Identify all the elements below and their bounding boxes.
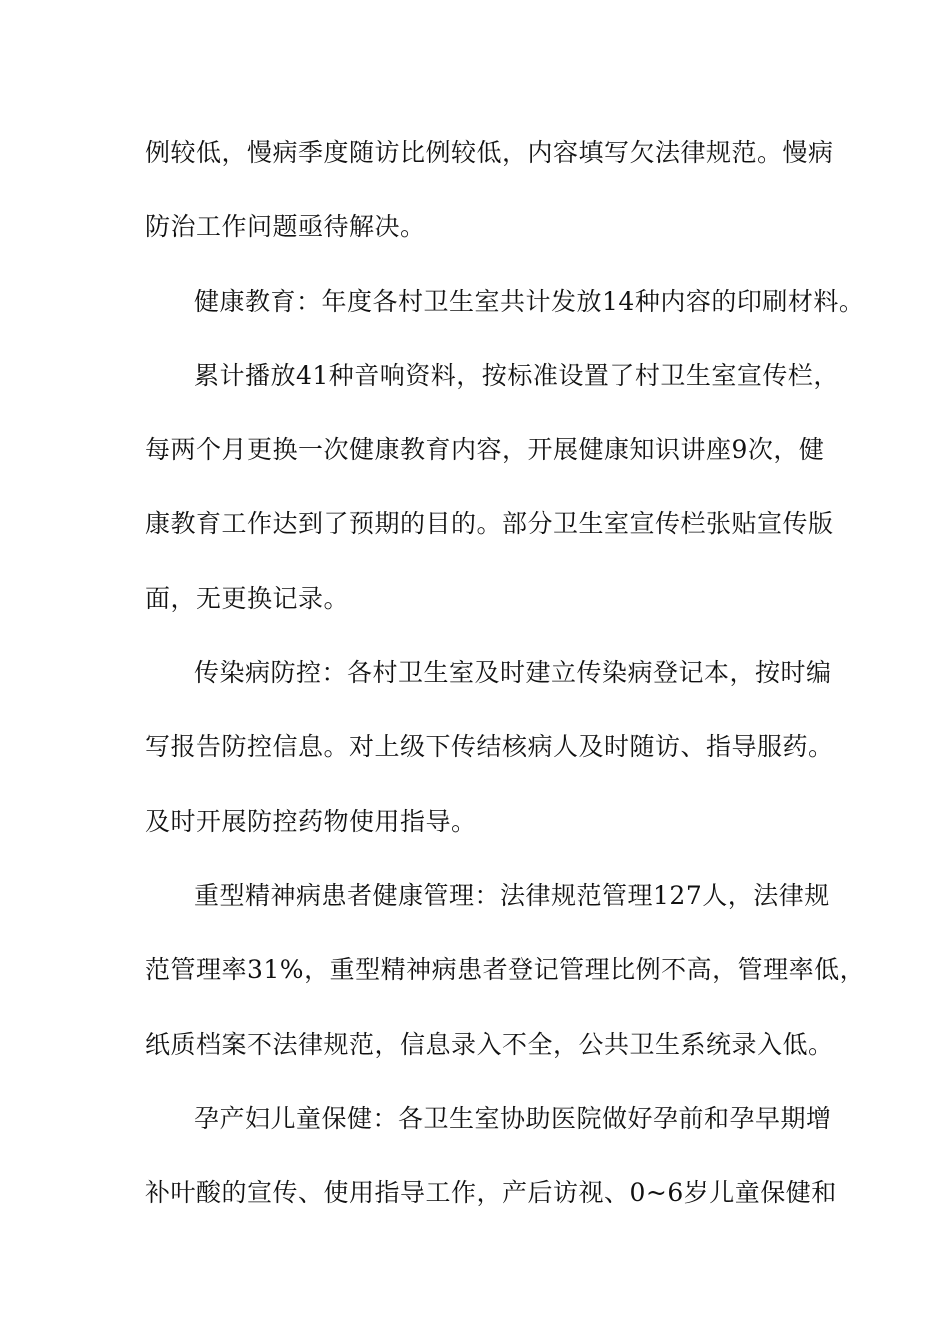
text-line: 写报告防控信息。对上级下传结核病人及时随访、指导服药。 — [145, 732, 834, 762]
document-body — [145, 128, 866, 1242]
text-line: 每两个月更换一次健康教育内容，开展健康知识讲座9次，健 — [145, 435, 825, 465]
text-line: 纸质档案不法律规范，信息录入不全，公共卫生系统录入低。 — [145, 1029, 834, 1059]
paragraph-mental-health: 重型精神病患者健康管理：法律规范管理127人，法律规 — [194, 880, 830, 910]
text-line: 例较低，慢病季度随访比例较低，内容填写欠法律规范。慢病 — [145, 138, 834, 167]
paragraph-infectious-disease: 传染病防控：各村卫生室及时建立传染病登记本，按时编 — [194, 658, 832, 688]
text-line: 及时开展防控药物使用指导。 — [145, 806, 477, 836]
text-line: 康教育工作达到了预期的目的。部分卫生室宣传栏张贴宣传版 — [145, 509, 834, 539]
text-line: 补叶酸的宣传、使用指导工作，产后访视、0~6岁儿童保健和 — [145, 1178, 837, 1208]
text-line: 防治工作问题亟待解决。 — [145, 212, 426, 242]
paragraph-health-education: 健康教育：年度各村卫生室共计发放14种内容的印刷材料。 — [194, 286, 865, 316]
text-line: 范管理率31%，重型精神病患者登记管理比例不高，管理率低， — [145, 955, 866, 985]
paragraph-maternal-child: 孕产妇儿童保健：各卫生室协助医院做好孕前和孕早期增 — [194, 1103, 832, 1133]
text-line: 面，无更换记录。 — [145, 583, 350, 613]
text-line: 累计播放41种音响资料，按标准设置了村卫生室宣传栏， — [194, 360, 839, 390]
